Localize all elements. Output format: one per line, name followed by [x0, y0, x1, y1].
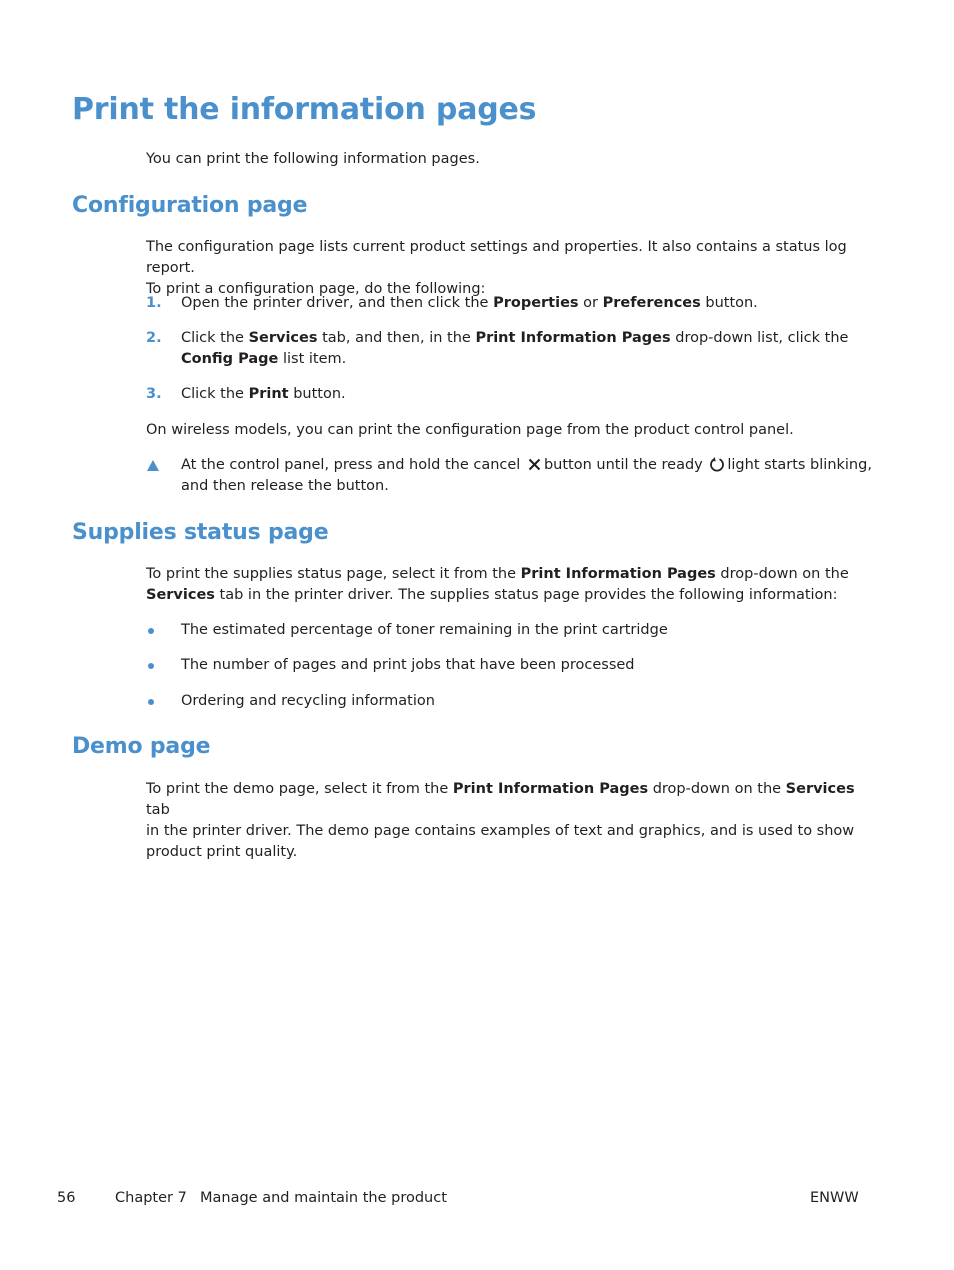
page-number: 56	[57, 1190, 76, 1206]
footer-chapter-title: Manage and maintain the product	[200, 1190, 447, 1206]
demo-description: To print the demo page, select it from the Print Information Pages drop-down on the Services tab in the printer driver. The demo page contains examples of text and graphics, and is used to show product print quality.	[146, 781, 855, 860]
list-item: Ordering and recycling information	[181, 693, 435, 709]
config-page-label: Config Page	[181, 351, 279, 367]
config-desc-line-1: The configuration page lists current product settings and properties. It also contains a status log report.	[146, 239, 847, 276]
print-info-pages-label: Print Information Pages	[475, 330, 671, 346]
cancel-x-icon	[527, 457, 542, 472]
demo-heading: Demo page	[72, 734, 211, 759]
tip-text: At the control panel, press and hold the cancel button until the ready light starts blinking, and then release the button.	[181, 457, 872, 494]
tip-triangle-icon	[147, 460, 159, 471]
list-item: The number of pages and print jobs that have been processed	[181, 657, 635, 673]
step-1-text: Open the printer driver, and then click the Properties or Preferences button.	[181, 295, 758, 311]
footer-chapter: Chapter 7	[115, 1190, 187, 1206]
properties-label: Properties	[493, 295, 579, 311]
preferences-label: Preferences	[602, 295, 701, 311]
print-info-pages-label: Print Information Pages	[452, 781, 649, 797]
intro-text: You can print the following information pages.	[146, 151, 480, 167]
supplies-description: To print the supplies status page, select it from the Print Information Pages drop-down on the Services tab in the printer driver. The supplies status page provides the following information:	[146, 566, 849, 603]
supplies-heading: Supplies status page	[72, 520, 329, 545]
wireless-text: On wireless models, you can print the configuration page from the product control panel.	[146, 422, 794, 438]
bullet-icon	[148, 628, 154, 634]
services-label: Services	[146, 587, 215, 603]
step-number-2: 2.	[146, 330, 162, 346]
config-desc-line-2: To print a configuration page, do the following:	[146, 281, 486, 297]
services-label: Services	[248, 330, 318, 346]
page-title: Print the information pages	[72, 92, 537, 127]
list-item: The estimated percentage of toner remaining in the print cartridge	[181, 622, 668, 638]
config-heading: Configuration page	[72, 193, 308, 218]
print-label: Print	[248, 386, 289, 402]
footer-enww: ENWW	[810, 1190, 859, 1206]
step-number-1: 1.	[146, 295, 162, 311]
step-3-text: Click the Print button.	[181, 386, 346, 402]
bullet-icon	[148, 699, 154, 705]
services-label: Services	[785, 781, 855, 797]
step-number-3: 3.	[146, 386, 162, 402]
print-info-pages-label: Print Information Pages	[520, 566, 716, 582]
bullet-icon	[148, 663, 154, 669]
config-description	[146, 237, 876, 300]
step-2-text: Click the Services tab, and then, in the Print Information Pages drop-down list, click the Config Page list item.	[181, 330, 849, 367]
ready-circle-icon	[709, 456, 725, 472]
